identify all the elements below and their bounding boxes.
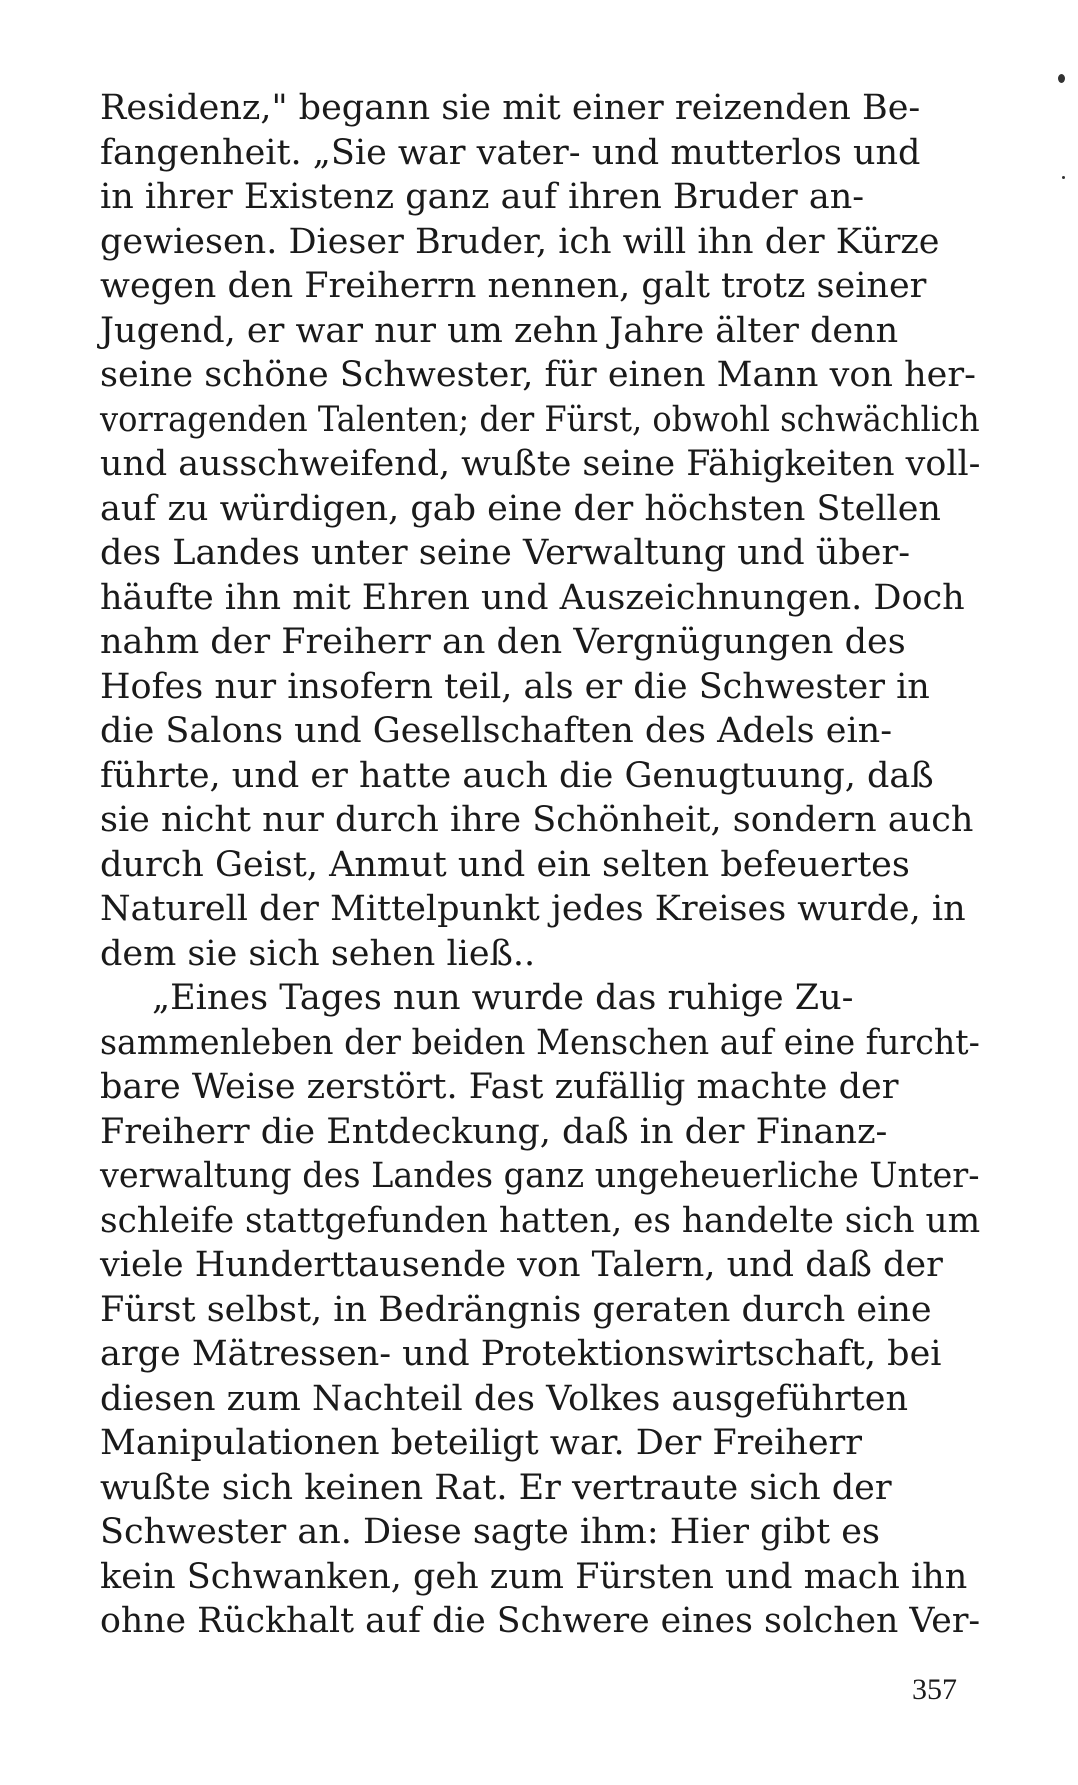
text-line: viele Hunderttausende von Talern, und daß der [100, 1245, 943, 1285]
text-line: arge Mätressen- und Protektionswirtschaft, bei [100, 1334, 942, 1374]
text-line: Residenz," begann sie mit einer reizenden Be- [100, 88, 921, 128]
text-line: wegen den Freiherrn nennen, galt trotz seiner [100, 266, 927, 306]
text-line: des Landes unter seine Verwaltung und über- [100, 533, 911, 573]
text-line: Freiherr die Entdeckung, daß in der Finanz- [100, 1111, 888, 1152]
text-line: dem sie sich sehen ließ.. [100, 933, 536, 974]
text-line: fangenheit. „Sie war vater- und mutterlos und [100, 132, 921, 173]
body-text [100, 86, 980, 1644]
text-line: Manipulationen beteiligt war. Der Freiherr [100, 1423, 863, 1463]
text-line: seine schöne Schwester, für einen Mann von her- [100, 355, 976, 395]
text-line: Naturell der Mittelpunkt jedes Kreises wurde, in [100, 889, 966, 929]
text-line: sammenleben der beiden Menschen auf eine furcht- [100, 1022, 980, 1063]
text-line: kein Schwanken, geh zum Fürsten und mach ihn [100, 1556, 968, 1597]
text-line: Jugend, er war nur um zehn Jahre älter denn [100, 310, 899, 351]
text-line: sie nicht nur durch ihre Schönheit, sondern auch [100, 800, 974, 840]
text-line: Schwester an. Diese sagte ihm: Hier gibt es [100, 1512, 880, 1552]
text-line: die Salons und Gesellschaften des Adels ein- [100, 711, 893, 751]
text-line: auf zu würdigen, gab eine der höchsten Stellen [100, 488, 941, 529]
text-line: verwaltung des Landes ganz ungeheuerliche Unter- [100, 1156, 980, 1196]
text-line: vorragenden Talenten; der Fürst, obwohl schwächlich [100, 399, 980, 440]
ink-speck [1058, 74, 1065, 83]
text-line: ohne Rückhalt auf die Schwere eines solchen Ver- [100, 1601, 981, 1641]
text-line: nahm der Freiherr an den Vergnügungen des [100, 622, 906, 662]
text-line: gewiesen. Dieser Bruder, ich will ihn der Kürze [100, 221, 940, 262]
ink-speck [1062, 176, 1065, 179]
text-line: schleife stattgefunden hatten, es handelte sich um [100, 1200, 981, 1241]
text-line: in ihrer Existenz ganz auf ihren Bruder an- [100, 177, 865, 217]
text-line: häufte ihn mit Ehren und Auszeichnungen. Doch [100, 577, 965, 618]
text-line: bare Weise zerstört. Fast zufällig machte der [100, 1067, 899, 1107]
text-line: Hofes nur insofern teil, als er die Schwester in [100, 666, 930, 707]
text-line: diesen zum Nachteil des Volkes ausgeführten [100, 1378, 908, 1419]
paragraph-start-line: „Eines Tages nun wurde das ruhige Zu- [152, 978, 854, 1018]
page-number: 357 [912, 1673, 957, 1706]
text-line: Fürst selbst, in Bedrängnis geraten durch eine [100, 1289, 932, 1330]
text-line: und ausschweifend, wußte seine Fähigkeiten voll- [100, 444, 981, 484]
text-line: durch Geist, Anmut und ein selten befeuertes [100, 844, 910, 885]
text-line: führte, und er hatte auch die Genugtuung, daß [100, 755, 934, 796]
text-line: wußte sich keinen Rat. Er vertraute sich der [100, 1467, 892, 1508]
